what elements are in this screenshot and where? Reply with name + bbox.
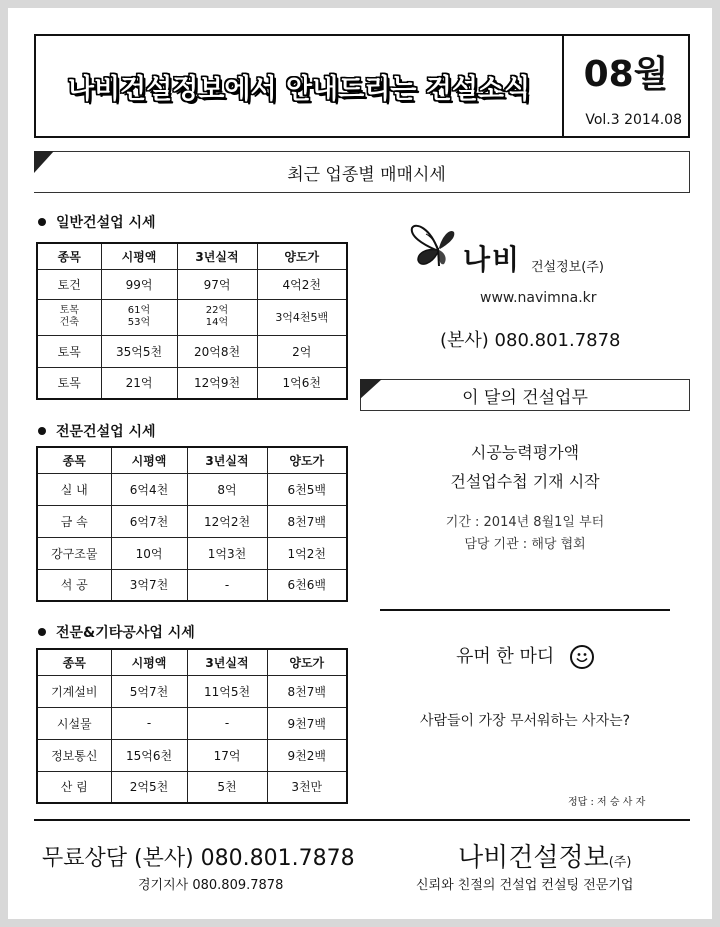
table-cell: 토목 [37, 367, 101, 399]
monthly-line1: 시공능력평가액 [470, 443, 580, 462]
table-cell: 8천7백 [267, 675, 347, 707]
column-header: 종목 [37, 243, 101, 269]
table-row [37, 569, 347, 601]
table-cell: 2억5천 [111, 771, 187, 803]
table-cell: 시설물 [37, 707, 111, 739]
table-row [37, 675, 347, 707]
table-cell: 석 공 [37, 569, 111, 601]
table-cell: 1억6천 [257, 367, 347, 399]
page [8, 8, 712, 919]
column-header: 3년실적 [187, 447, 267, 473]
column-header: 3년실적 [187, 649, 267, 675]
table-header-row [37, 243, 347, 269]
humor-heading [360, 642, 690, 669]
table-cell: 3억7천 [111, 569, 187, 601]
banner-corner [360, 379, 382, 399]
table-cell: 99억 [101, 269, 177, 299]
column-header: 종목 [37, 649, 111, 675]
table-cell: 5천 [187, 771, 267, 803]
specialty-heading [38, 421, 156, 441]
footer-company-suffix: (주) [608, 855, 632, 870]
banner-corner [34, 151, 54, 173]
table-row [37, 505, 347, 537]
table-cell: 6천5백 [267, 473, 347, 505]
table-cell: 6억7천 [111, 505, 187, 537]
table-cell: 12억2천 [187, 505, 267, 537]
table-row [37, 707, 347, 739]
table-cell: 실 내 [37, 473, 111, 505]
table-cell: 17억 [187, 739, 267, 771]
header-month: 08월 [583, 54, 669, 95]
column-header: 종목 [37, 447, 111, 473]
bullet-icon [38, 427, 46, 435]
other-heading [38, 622, 195, 642]
table-cell: 5억7천 [111, 675, 187, 707]
table-cell: 9천2백 [267, 739, 347, 771]
table-row [37, 739, 347, 771]
table-cell: 10억 [111, 537, 187, 569]
smiley-icon [570, 645, 594, 669]
table-cell: 1억2천 [267, 537, 347, 569]
table-cell: 9천7백 [267, 707, 347, 739]
column-header: 시평액 [111, 447, 187, 473]
header-title-box [36, 36, 564, 136]
section-prices-title: 최근 업종별 매매시세 [287, 164, 446, 185]
humor-question: 사람들이 가장 무서워하는 사자는? [419, 713, 631, 729]
table-cell: 6억4천 [111, 473, 187, 505]
general-heading-text: 일반건설업 시세 [56, 215, 156, 231]
footer-slogan: 신뢰와 친절의 건설업 컨설팅 전문기업 [416, 878, 634, 893]
bullet-icon [38, 628, 46, 636]
header-title: 나비건설정보에서 안내드리는 건설소식 [67, 73, 531, 105]
table-cell: 4억2천 [257, 269, 347, 299]
table-cell: 3억4천5백 [257, 299, 347, 335]
table-cell: 강구조물 [37, 537, 111, 569]
logo-subtitle: 건설정보(주) [531, 260, 604, 275]
table-row [37, 299, 347, 335]
table-cell: 11억5천 [187, 675, 267, 707]
footer-consult: 무료상담 (본사) 080.801.7878 [42, 846, 355, 871]
section-prices-banner [34, 151, 690, 193]
footer-branch: 경기지사 080.809.7878 [138, 878, 284, 893]
divider [380, 609, 670, 611]
header-volume: Vol.3 2014.08 [585, 112, 682, 128]
other-table [36, 648, 348, 804]
footer-divider [34, 819, 690, 821]
table-cell: 20억8천 [177, 335, 257, 367]
table-row [37, 771, 347, 803]
column-header: 시평액 [111, 649, 187, 675]
column-header: 양도가 [257, 243, 347, 269]
table-cell: 61억 53억 [101, 299, 177, 335]
table-cell: 97억 [177, 269, 257, 299]
other-heading-text: 전문&기타공사업 시세 [56, 625, 195, 641]
monthly-agency: 담당 기관 : 해당 협회 [464, 537, 586, 552]
table-cell: 8억 [187, 473, 267, 505]
table-cell: 6천6백 [267, 569, 347, 601]
table-row [37, 367, 347, 399]
monthly-period: 기간 : 2014년 8월1일 부터 [445, 515, 605, 530]
table-cell: 토건 [37, 269, 101, 299]
table-cell: 토목 건축 [37, 299, 101, 335]
table-row [37, 335, 347, 367]
column-header: 시평액 [101, 243, 177, 269]
table-row [37, 269, 347, 299]
table-header-row [37, 447, 347, 473]
table-cell: 15억6천 [111, 739, 187, 771]
butterfly-logo-icon [408, 218, 468, 278]
table-cell: 산 림 [37, 771, 111, 803]
hq-phone: (본사) 080.801.7878 [440, 330, 621, 351]
bullet-icon [38, 218, 46, 226]
table-cell: 토목 [37, 335, 101, 367]
column-header: 3년실적 [177, 243, 257, 269]
humor-answer: 정답 : 저 승 사 자 [568, 797, 646, 808]
table-cell: 21억 [101, 367, 177, 399]
table-cell: 12억9천 [177, 367, 257, 399]
table-cell: 금 속 [37, 505, 111, 537]
specialty-table [36, 446, 348, 602]
table-cell: 2억 [257, 335, 347, 367]
table-cell: 8천7백 [267, 505, 347, 537]
table-cell: 기계설비 [37, 675, 111, 707]
general-table [36, 242, 348, 400]
table-row [37, 537, 347, 569]
footer-company-name: 나비건설정보 [458, 843, 609, 873]
humor-title: 유머 한 마디 [455, 646, 555, 667]
table-cell: - [187, 707, 267, 739]
table-cell: 35억5천 [101, 335, 177, 367]
table-cell: 3천만 [267, 771, 347, 803]
monthly-line2: 건설업수첩 기재 시작 [450, 472, 600, 491]
column-header: 양도가 [267, 447, 347, 473]
table-cell: - [111, 707, 187, 739]
logo-name: 나비 [463, 243, 522, 276]
header-box [34, 34, 690, 138]
monthly-title: 이 달의 건설업무 [462, 387, 588, 408]
table-cell: 1억3천 [187, 537, 267, 569]
general-heading [38, 212, 156, 232]
table-header-row [37, 649, 347, 675]
table-cell: 정보통신 [37, 739, 111, 771]
specialty-heading-text: 전문건설업 시세 [56, 424, 156, 440]
table-cell: 22억 14억 [177, 299, 257, 335]
footer-company [458, 837, 631, 874]
logo-url: www.navimna.kr [480, 290, 597, 306]
table-cell: - [187, 569, 267, 601]
column-header: 양도가 [267, 649, 347, 675]
monthly-banner [360, 379, 690, 411]
table-row [37, 473, 347, 505]
